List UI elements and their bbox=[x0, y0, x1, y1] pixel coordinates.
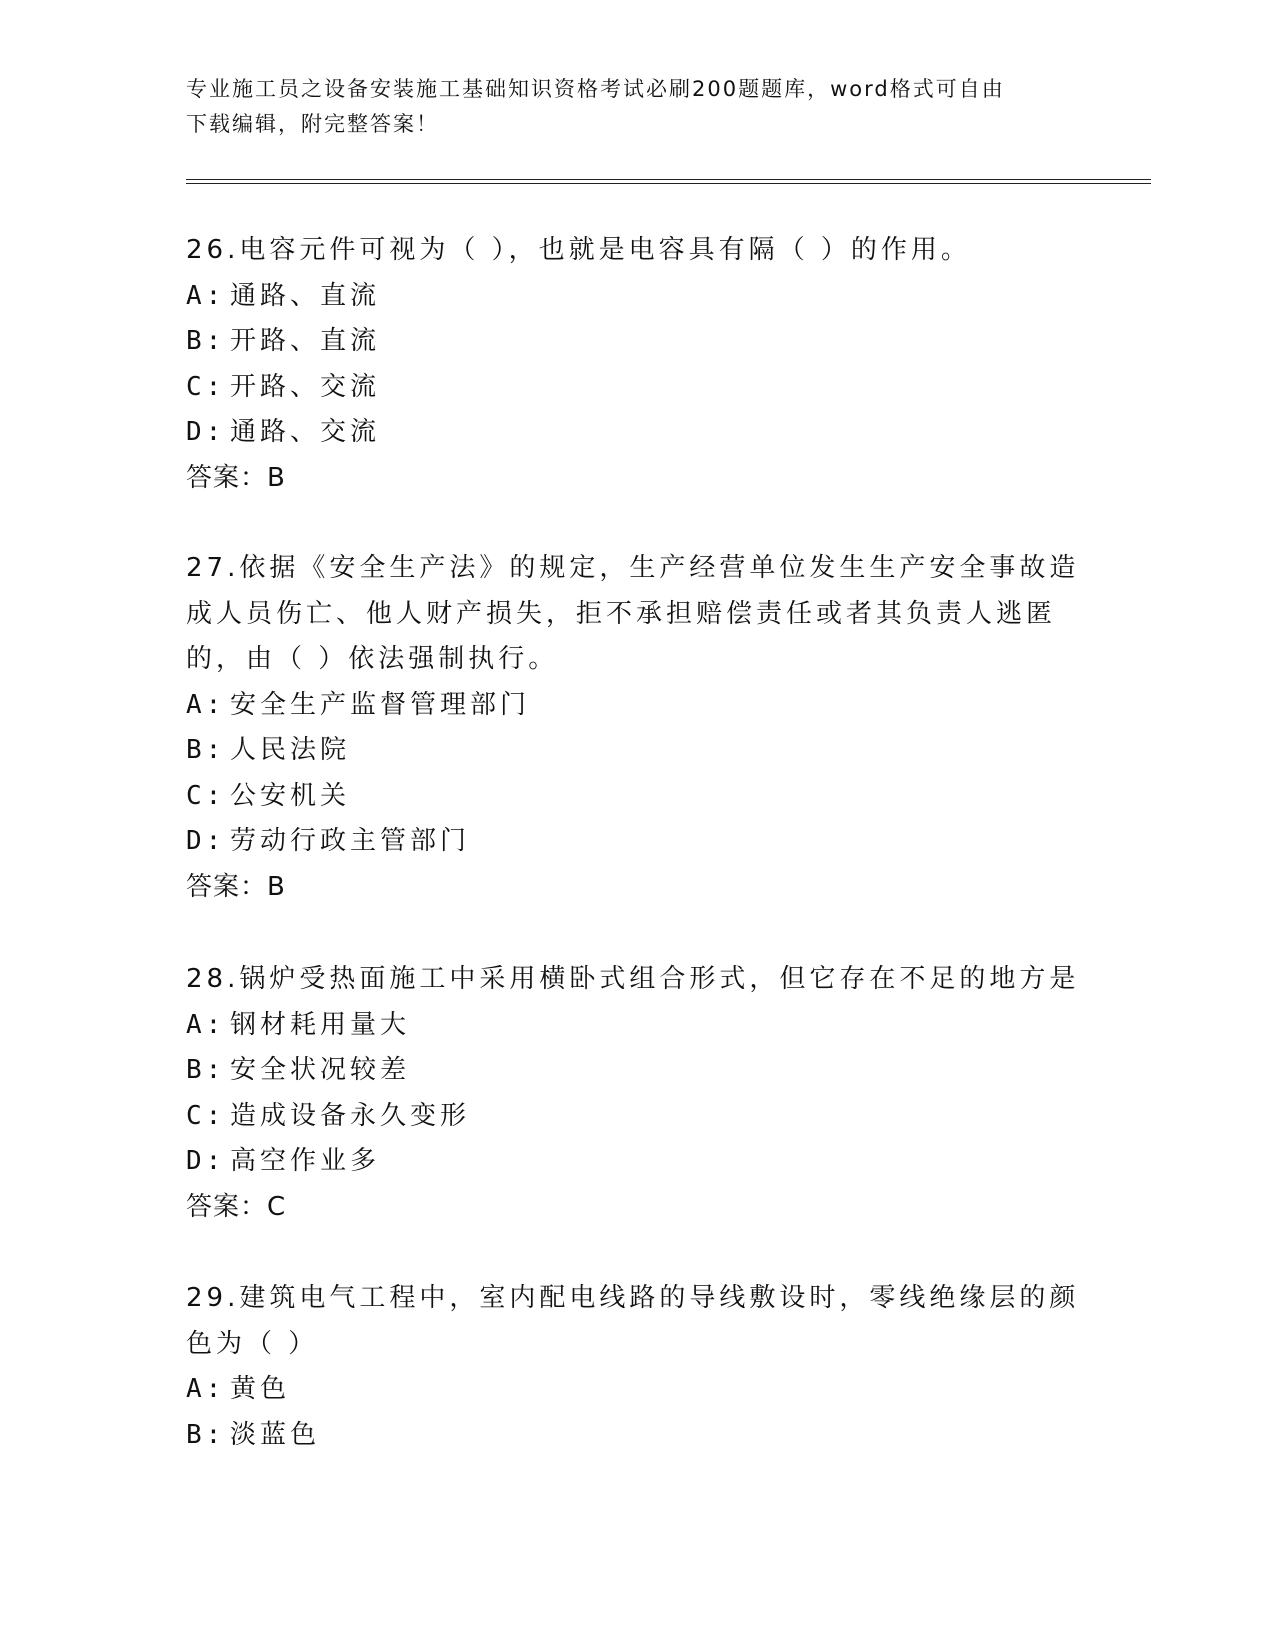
option-b bbox=[186, 319, 1086, 365]
question-text: 26.电容元件可视为（ ），也就是电容具有隔（ ）的作用。 bbox=[186, 235, 971, 265]
option-b bbox=[186, 728, 1086, 774]
option-c bbox=[186, 365, 1086, 411]
option-text: 通路、交流 bbox=[230, 417, 381, 447]
option-a bbox=[186, 1003, 1086, 1049]
option-letter: B: bbox=[186, 1419, 226, 1450]
option-letter: C: bbox=[186, 371, 226, 402]
option-list bbox=[186, 1003, 1086, 1185]
option-a bbox=[186, 683, 1086, 729]
option-letter: A: bbox=[186, 1009, 226, 1040]
answer-line: 答案：B bbox=[186, 871, 286, 902]
option-letter: D: bbox=[186, 1146, 226, 1176]
option-d bbox=[186, 410, 1086, 456]
question-29 bbox=[186, 1276, 1086, 1458]
option-b bbox=[186, 1413, 1086, 1459]
answer-line: 答案：C bbox=[186, 1191, 287, 1222]
option-letter: D: bbox=[186, 826, 226, 856]
option-text: 安全状况较差 bbox=[230, 1055, 411, 1085]
option-letter: B: bbox=[186, 1055, 226, 1085]
option-text: 高空作业多 bbox=[230, 1146, 381, 1176]
option-text: 公安机关 bbox=[230, 780, 351, 811]
question-28 bbox=[186, 957, 1086, 1230]
header-line-2: 下载编辑，附完整答案！ bbox=[186, 112, 439, 136]
question-26 bbox=[186, 228, 1086, 501]
question-text: 28.锅炉受热面施工中采用横卧式组合形式，但它存在不足的地方是 bbox=[186, 964, 1080, 994]
option-list bbox=[186, 683, 1086, 865]
option-d bbox=[186, 819, 1086, 865]
option-a bbox=[186, 274, 1086, 320]
option-a bbox=[186, 1367, 1086, 1413]
answer-line: 答案：B bbox=[186, 462, 286, 493]
option-list bbox=[186, 1367, 1086, 1458]
option-text: 劳动行政主管部门 bbox=[230, 826, 471, 856]
option-letter: A: bbox=[186, 1374, 226, 1404]
option-letter: D: bbox=[186, 417, 226, 447]
header-divider-bottom bbox=[186, 183, 1151, 184]
option-text: 黄色 bbox=[230, 1374, 291, 1404]
option-text: 造成设备永久变形 bbox=[230, 1100, 471, 1131]
option-c bbox=[186, 1094, 1086, 1140]
option-letter: C: bbox=[186, 780, 226, 811]
option-letter: A: bbox=[186, 689, 226, 720]
option-letter: B: bbox=[186, 326, 226, 356]
option-c bbox=[186, 774, 1086, 820]
option-letter: A: bbox=[186, 280, 226, 311]
option-text: 安全生产监督管理部门 bbox=[230, 689, 531, 720]
option-letter: B: bbox=[186, 735, 226, 765]
document-header bbox=[186, 72, 1086, 142]
option-b bbox=[186, 1048, 1086, 1094]
option-list bbox=[186, 274, 1086, 456]
question-27 bbox=[186, 546, 1086, 910]
header-line-1: 专业施工员之设备安装施工基础知识资格考试必刷200题题库，word格式可自由 bbox=[186, 77, 1005, 101]
option-letter: C: bbox=[186, 1100, 226, 1131]
option-text: 人民法院 bbox=[230, 735, 351, 765]
option-text: 淡蓝色 bbox=[230, 1419, 321, 1450]
header-divider-top bbox=[186, 179, 1151, 180]
option-d bbox=[186, 1139, 1086, 1185]
option-text: 开路、交流 bbox=[230, 371, 381, 402]
option-text: 开路、直流 bbox=[230, 326, 381, 356]
option-text: 通路、直流 bbox=[230, 280, 381, 311]
question-text: 29.建筑电气工程中，室内配电线路的导线敷设时，零线绝缘层的颜色为（ ） bbox=[186, 1283, 1080, 1359]
option-text: 钢材耗用量大 bbox=[230, 1009, 411, 1040]
question-text: 27.依据《安全生产法》的规定，生产经营单位发生生产安全事故造成人员伤亡、他人财产损失，拒不承担赔偿责任或者其负责人逃匿的，由（ ）依法强制执行。 bbox=[186, 553, 1080, 674]
